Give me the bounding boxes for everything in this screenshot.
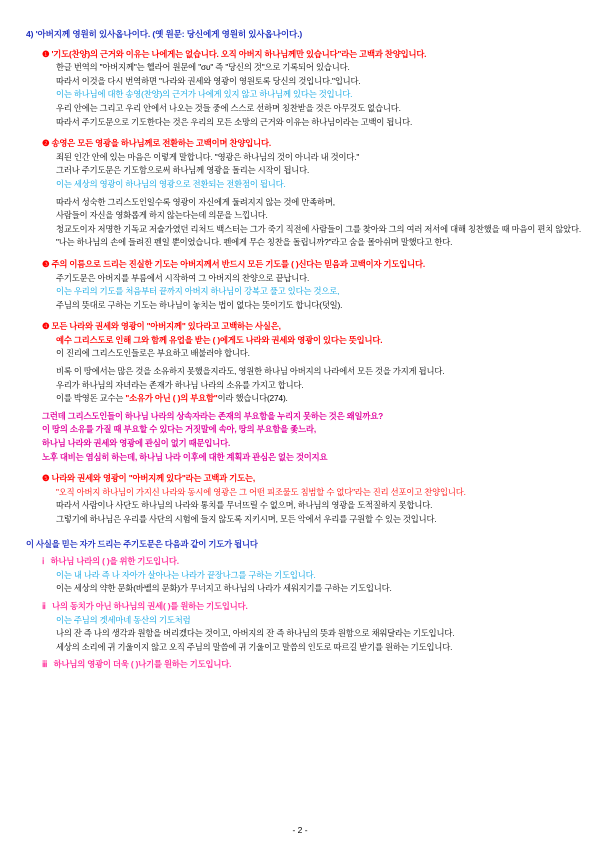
closing-item-2-line-2: 나의 잔 즉 나의 생각과 원함을 버리겠다는 것이고, 아버지의 잔 즉 하나님의 뜻과 원함으로 채워달라는 기도입니다.: [56, 628, 455, 639]
closing-item-1-title: 하나님 나라의 ( )을 위한 기도입니다.: [50, 556, 179, 567]
bullet-icon-5: ❺: [42, 473, 50, 484]
section-heading-5: ❺ 나라와 권세와 영광이 "아버지께 있다"라는 고백과 기도는,: [42, 473, 255, 484]
bullet-icon-3: ❸: [42, 258, 50, 269]
section-4-emph-1: 그런데 그리스도인들이 하나님 나라의 상속자라는 존재의 부요함을 누리지 못하는 것은 왜일까요?: [42, 410, 384, 421]
section-4-emph-3: 하나님 나라와 권세와 영광에 관심이 없기 때문입니다.: [42, 438, 231, 449]
section-1-line-3: 이는 하나님에 대한 송영(찬양)의 근거가 나에게 있지 않고 하나님께 있다는 것입니다.: [56, 89, 353, 100]
section-2-line-3: 이는 세상의 영광이 하나님의 영광으로 전환되는 전환점이 됩니다.: [56, 178, 286, 189]
page-footer: - 2 -: [292, 825, 308, 835]
section-2-line-4: 따라서 성숙한 그리스도인일수록 영광이 자신에게 둘려지지 않는 것에 만족하며,: [56, 196, 335, 207]
section-2-line-7: "나는 하나님의 손에 들려진 펜일 뿐이었습니다. 펜에게 무슨 칭찬을 돌립니까?"라고 숨을 몰아쉬며 말했다고 한다.: [56, 237, 453, 248]
closing-item-2: [26, 600, 576, 614]
page-title: 4) '아버지께 영원히 있사옵나이다. (옛 원문: 당신에게 영원히 있사옵나이다.): [26, 29, 303, 39]
closing-item-1: [26, 555, 576, 569]
section-2-line-1: 죄된 인간 안에 있는 마음은 이렇게 말합니다. "영광은 하나님의 것이 아니라 내 것이다.": [56, 151, 360, 162]
closing-item-3: [26, 658, 576, 672]
section-1-line-5: 따라서 주기도문으로 기도한다는 것은 우리의 모든 소망의 근거와 이유는 하나님이라는 고백이 됩니다.: [56, 116, 413, 127]
section-3-line-2: 이는 우리의 기도를 처음부터 끝까지 아버지 하나님이 강복고 풀고 있다는 것으로,: [56, 286, 340, 297]
section-heading-1: ❶ '기도(찬양)의 근거와 이유는 나에게는 없습니다. 오직 아버지 하나님께만 있습니다"라는 고백과 찬양입니다.: [42, 48, 427, 59]
section-4-line-3: 우리가 하나님의 자녀라는 존재가 하나님 나라의 소유를 가지고 합니다.: [56, 379, 304, 390]
section-2-line-2: 그러나 주기도문은 기도함으로써 하나님께 영광을 돌리는 시작이 됩니다.: [56, 165, 310, 176]
section-heading-4: ❹ 모든 나라와 권세와 영광이 "아버지께" 있다라고 고백하는 사실은,: [42, 321, 281, 332]
section-heading-2: ❷ 송영은 모든 영광을 하나님께로 전환하는 고백이며 찬양입니다.: [42, 138, 272, 149]
section-4-line-4: 이를 박영돈 교수는 "소유가 아닌 ( )의 부요함"이라 했습니다(274).: [56, 393, 288, 404]
bullet-icon-4: ❹: [42, 321, 50, 332]
section-1-line-4: 우리 안에는 그리고 우리 안에서 나오는 것들 중에 스스로 선하며 칭찬받을 것은 아무것도 없습니다.: [56, 102, 401, 113]
closing-item-3-title: 하나님의 영광이 더욱 ( )나기를 원하는 기도입니다.: [53, 659, 232, 670]
bullet-icon-1: ❶: [42, 48, 50, 59]
section-5-line-1: "오직 아버지 하나님이 가지신 나라와 동시에 영광은 그 어떤 피조물도 침범할 수 없다"라는 진리 선포이고 찬양입니다.: [56, 486, 466, 497]
section-2-line-6: 청교도이자 저명한 기독교 저술가였던 리처드 백스터는 그가 죽기 직전에 사람들이 그를 찾아와 그의 여러 저서에 대해 칭찬했을 때 마음이 편치 않았다.: [56, 223, 582, 234]
section-5-line-2: 따라서 사람이나 사단도 하나님의 나라와 통치를 무너뜨릴 수 없으며, 하나님의 영광을 도적질하지 못합니다.: [56, 500, 433, 511]
closing-item-1-number: ⅰ: [42, 556, 45, 567]
section-3-line-1: 주기도문은 아버지를 부름에서 시작하여 그 아버지의 찬양으로 끝납니다.: [56, 272, 310, 283]
closing-heading: 이 사실을 믿는 자가 드리는 주기도문은 다음과 같이 기도가 됩니다: [26, 538, 258, 549]
section-1-line-1: 한글 번역의 "아버지께"는 헬라어 원문에 "συ" 즉 "당신의 것"으로 기록되어 있습니다.: [56, 62, 350, 73]
section-4-line-1: 이 진리에 그리스도인들로은 부요하고 배불러야 합니다.: [56, 348, 250, 359]
closing-item-1-line-1: 이는 내 나라 즉 나 자아가 살아나는 나라가 끝장나그를 구하는 기도입니다.: [56, 569, 316, 580]
section-4-line-2: 비록 이 땅에서는 많은 것을 소유하지 못했을지라도, 영원한 하나님 아버지의 나라에서 모든 것을 가지게 됩니다.: [56, 366, 445, 377]
closing-item-2-line-3: 세상의 소리에 귀 기울이지 않고 오직 주님의 말씀에 귀 기울이고 말씀의 인도로 따르길 받기를 원하는 기도입니다.: [56, 641, 453, 652]
bullet-icon-2: ❷: [42, 138, 50, 149]
section-2-line-5: 사람들이 자신을 영화롭게 하지 않는다는데 의문을 느낍니다.: [56, 210, 268, 221]
closing-item-2-line-1: 이는 주님의 겟세마네 동산의 기도처럼: [56, 614, 191, 625]
section-3-line-3: 주님의 뜻대로 구하는 기도는 하나님이 놓치는 법이 없다는 뜻이기도 합니다(덧일).: [56, 299, 343, 310]
section-5-line-3: 그렇기에 하나님은 우리를 사단의 시험에 들지 않도록 지키시며, 모든 악에서 우리를 구원할 수 있는 것입니다.: [56, 514, 437, 524]
closing-item-3-number: ⅲ: [42, 659, 48, 670]
closing-item-2-title: 나의 동치가 아닌 하나님의 권세( )를 원하는 기도입니다.: [52, 600, 248, 611]
section-4-emph-4: 노후 대비는 염심히 하는데, 하나님 나라 이후에 대한 계획과 관심은 없는 것이지요: [42, 451, 328, 462]
section-heading-3: ❸ 주의 이름으로 드리는 진실한 기도는 아버지께서 반드시 모든 기도를 ( )신다는 믿음과 고백이자 기도입니다.: [42, 258, 426, 269]
section-1-line-2: 따라서 이것을 다시 번역하면 "나라와 권세와 영광이 영원토록 당신의 것입니다."입니다.: [56, 75, 361, 86]
closing-item-1-line-2: 이는 세상의 약한 문화(바벨의 문화)가 무너지고 하나님의 나라가 세워지기를 구하는 기도입니다.: [56, 583, 392, 594]
section-4-emph-2: 이 땅의 소유를 가질 때 부요할 수 있다는 거짓말에 속아, 땅의 부요함을 좇느라,: [42, 424, 316, 435]
section-4-subheading: 예수 그리스도로 인해 그와 함께 유업을 받는 ( )에게도 나라와 권세와 영광이 있다는 뜻입니다.: [56, 334, 383, 345]
closing-item-2-number: ⅱ: [42, 600, 46, 611]
